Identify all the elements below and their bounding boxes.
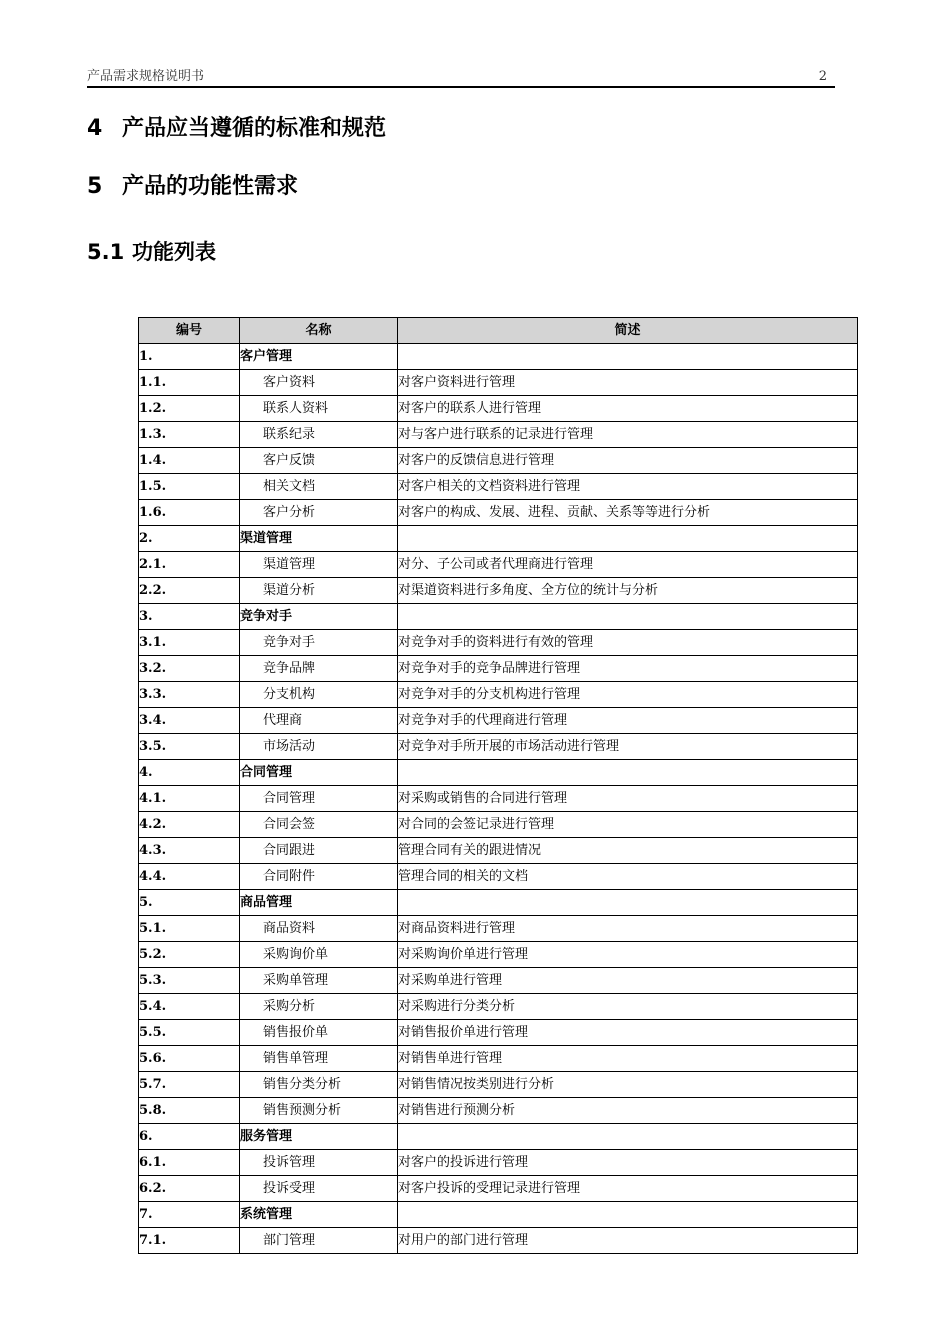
subsection-heading-5-1 [87,237,216,267]
section-title: 产品应当遵循的标准和规范 [122,116,387,141]
cell-number: 3.5. [139,734,240,760]
table-row [139,1228,858,1254]
cell-name: 系统管理 [240,1202,398,1228]
table-group-row [139,760,858,786]
cell-name: 分支机构 [240,682,398,708]
cell-description [398,604,858,630]
cell-name: 销售分类分析 [240,1072,398,1098]
cell-number: 1.6. [139,500,240,526]
cell-name: 部门管理 [240,1228,398,1254]
cell-description [398,1124,858,1150]
cell-number: 1.2. [139,396,240,422]
cell-name: 联系人资料 [240,396,398,422]
table-group-row [139,526,858,552]
cell-description: 对采购进行分类分析 [398,994,858,1020]
table-row [139,1150,858,1176]
cell-description: 对竞争对手的竞争品牌进行管理 [398,656,858,682]
cell-name: 客户管理 [240,344,398,370]
cell-number: 1.1. [139,370,240,396]
table-row [139,812,858,838]
cell-name: 竞争品牌 [240,656,398,682]
column-header-name: 名称 [240,318,398,344]
cell-name: 采购询价单 [240,942,398,968]
column-header-number: 编号 [139,318,240,344]
table-row [139,500,858,526]
cell-number: 5.1. [139,916,240,942]
table-row [139,1020,858,1046]
cell-name: 销售预测分析 [240,1098,398,1124]
cell-number: 5.7. [139,1072,240,1098]
table-row [139,578,858,604]
table-row [139,422,858,448]
cell-number: 7.1. [139,1228,240,1254]
cell-description: 对销售进行预测分析 [398,1098,858,1124]
cell-name: 市场活动 [240,734,398,760]
cell-number: 5.2. [139,942,240,968]
cell-number: 4.4. [139,864,240,890]
cell-number: 3.2. [139,656,240,682]
cell-description: 对采购单进行管理 [398,968,858,994]
cell-description [398,760,858,786]
cell-number: 1.4. [139,448,240,474]
cell-number: 5.8. [139,1098,240,1124]
table-row [139,630,858,656]
cell-name: 相关文档 [240,474,398,500]
cell-name: 采购单管理 [240,968,398,994]
cell-number: 2.1. [139,552,240,578]
cell-name: 销售单管理 [240,1046,398,1072]
cell-number: 1.5. [139,474,240,500]
cell-number: 5.4. [139,994,240,1020]
cell-number: 5. [139,890,240,916]
cell-description: 对竞争对手的分支机构进行管理 [398,682,858,708]
cell-description: 管理合同有关的跟进情况 [398,838,858,864]
cell-name: 投诉受理 [240,1176,398,1202]
cell-description: 管理合同的相关的文档 [398,864,858,890]
cell-number: 6.2. [139,1176,240,1202]
table-row [139,942,858,968]
cell-description: 对用户的部门进行管理 [398,1228,858,1254]
page-header [87,68,835,86]
function-list-table [138,317,858,1254]
table-row [139,1098,858,1124]
table-row [139,1046,858,1072]
cell-description: 对采购或销售的合同进行管理 [398,786,858,812]
section-number: 5.1 [87,240,125,264]
table-row [139,474,858,500]
cell-description [398,1202,858,1228]
cell-name: 渠道管理 [240,552,398,578]
table-group-row [139,1124,858,1150]
cell-description: 对渠道资料进行多角度、全方位的统计与分析 [398,578,858,604]
table-row [139,656,858,682]
cell-description: 对客户的构成、发展、进程、贡献、关系等等进行分析 [398,500,858,526]
table-group-row [139,1202,858,1228]
cell-number: 4.1. [139,786,240,812]
section-title: 功能列表 [132,240,216,264]
cell-name: 合同管理 [240,786,398,812]
table-row [139,370,858,396]
table-row [139,552,858,578]
cell-name: 合同附件 [240,864,398,890]
cell-name: 竞争对手 [240,604,398,630]
cell-name: 客户资料 [240,370,398,396]
cell-description: 对竞争对手所开展的市场活动进行管理 [398,734,858,760]
document-title: 产品需求规格说明书 [87,69,205,84]
table-row [139,916,858,942]
cell-name: 联系纪录 [240,422,398,448]
cell-number: 3.4. [139,708,240,734]
section-title: 产品的功能性需求 [122,174,299,199]
cell-number: 1.3. [139,422,240,448]
cell-description: 对与客户进行联系的记录进行管理 [398,422,858,448]
cell-name: 渠道分析 [240,578,398,604]
cell-number: 3.1. [139,630,240,656]
table-header-row [139,318,858,344]
cell-number: 6.1. [139,1150,240,1176]
cell-description: 对合同的会签记录进行管理 [398,812,858,838]
cell-name: 投诉管理 [240,1150,398,1176]
table-row [139,1176,858,1202]
column-header-description: 简述 [398,318,858,344]
cell-number: 5.5. [139,1020,240,1046]
cell-number: 3. [139,604,240,630]
table-row [139,786,858,812]
cell-description: 对客户的投诉进行管理 [398,1150,858,1176]
table-row [139,864,858,890]
page-number: 2 [818,69,827,84]
cell-number: 1. [139,344,240,370]
table-row [139,838,858,864]
cell-name: 合同管理 [240,760,398,786]
cell-number: 4.2. [139,812,240,838]
cell-description: 对竞争对手的资料进行有效的管理 [398,630,858,656]
cell-number: 2. [139,526,240,552]
cell-description: 对客户相关的文档资料进行管理 [398,474,858,500]
cell-name: 商品管理 [240,890,398,916]
cell-name: 采购分析 [240,994,398,1020]
cell-number: 6. [139,1124,240,1150]
cell-name: 竞争对手 [240,630,398,656]
header-rule [87,86,835,88]
cell-description [398,890,858,916]
table-group-row [139,344,858,370]
table-row [139,1072,858,1098]
cell-description: 对销售报价单进行管理 [398,1020,858,1046]
table-group-row [139,604,858,630]
table-row [139,734,858,760]
cell-description: 对商品资料进行管理 [398,916,858,942]
section-heading-5 [87,172,298,202]
table-row [139,968,858,994]
cell-name: 客户反馈 [240,448,398,474]
cell-name: 合同会签 [240,812,398,838]
cell-description: 对客户资料进行管理 [398,370,858,396]
cell-name: 销售报价单 [240,1020,398,1046]
cell-name: 客户分析 [240,500,398,526]
cell-number: 4. [139,760,240,786]
cell-description: 对客户的联系人进行管理 [398,396,858,422]
cell-description [398,344,858,370]
cell-description: 对竞争对手的代理商进行管理 [398,708,858,734]
cell-description: 对采购询价单进行管理 [398,942,858,968]
cell-name: 渠道管理 [240,526,398,552]
cell-name: 合同跟进 [240,838,398,864]
cell-description [398,526,858,552]
section-number: 5 [87,174,103,199]
cell-number: 3.3. [139,682,240,708]
table-row [139,448,858,474]
table-group-row [139,890,858,916]
cell-number: 7. [139,1202,240,1228]
cell-name: 商品资料 [240,916,398,942]
table-row [139,682,858,708]
table-row [139,994,858,1020]
section-heading-4 [87,114,386,144]
cell-name: 代理商 [240,708,398,734]
table-body [139,344,858,1254]
table-row [139,708,858,734]
cell-description: 对客户的反馈信息进行管理 [398,448,858,474]
cell-description: 对销售单进行管理 [398,1046,858,1072]
table-row [139,396,858,422]
cell-description: 对分、子公司或者代理商进行管理 [398,552,858,578]
cell-description: 对客户投诉的受理记录进行管理 [398,1176,858,1202]
cell-number: 4.3. [139,838,240,864]
cell-name: 服务管理 [240,1124,398,1150]
section-number: 4 [87,116,103,141]
cell-number: 5.3. [139,968,240,994]
cell-number: 5.6. [139,1046,240,1072]
cell-description: 对销售情况按类别进行分析 [398,1072,858,1098]
cell-number: 2.2. [139,578,240,604]
